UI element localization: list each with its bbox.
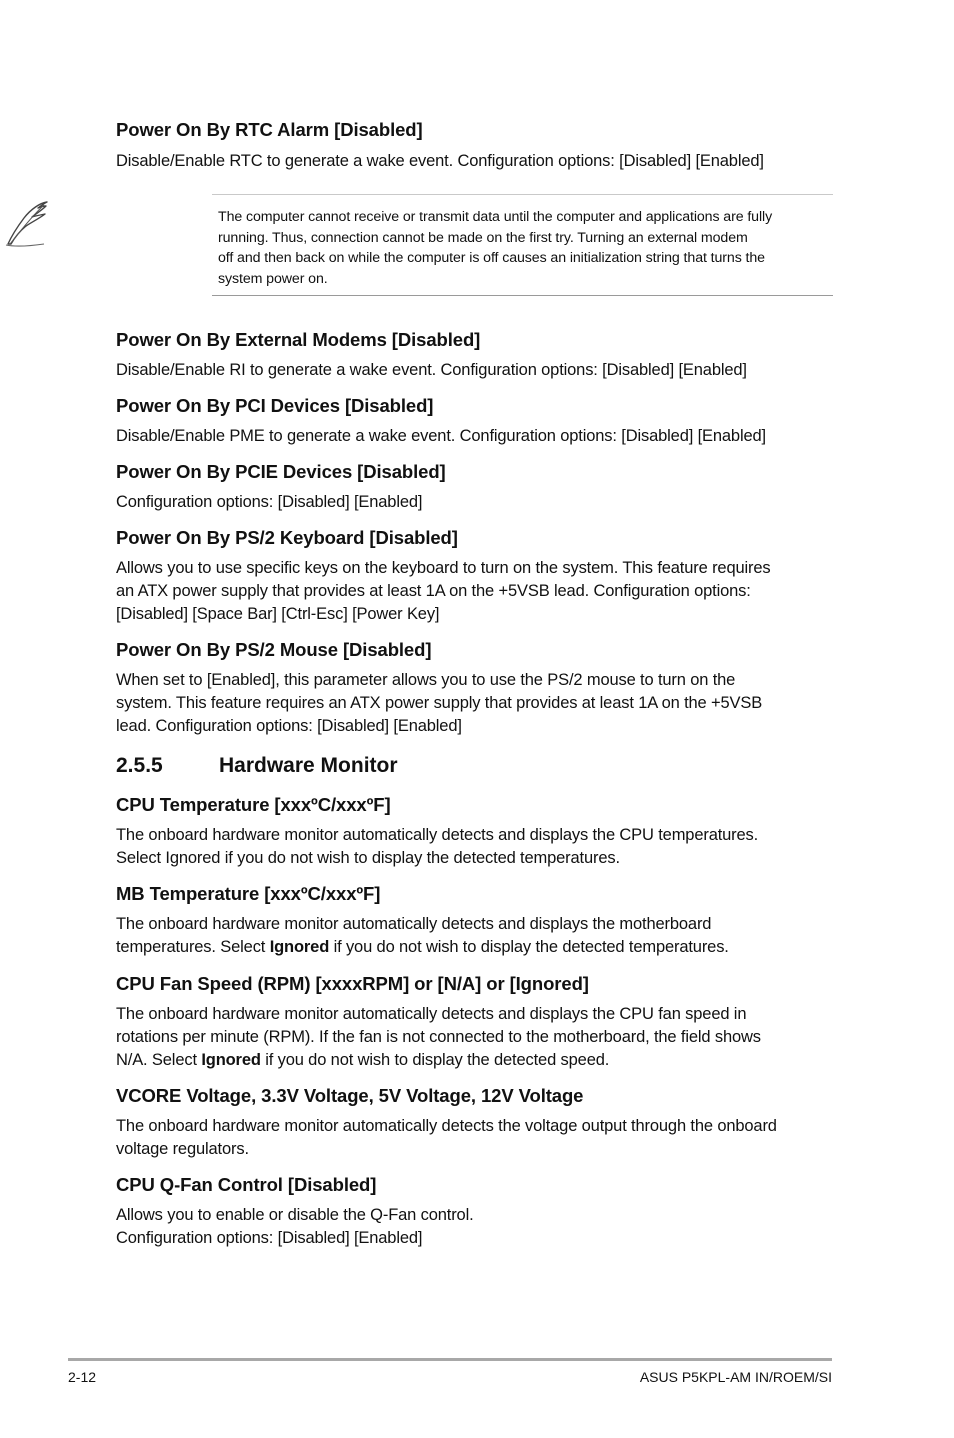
pci-devices-heading: Power On By PCI Devices [Disabled]: [116, 395, 434, 416]
mb-temperature-description: The onboard hardware monitor automatically detects and displays the motherboard temperatures. Select Ignored if you do not wish to display the detected temperatures.: [116, 915, 729, 956]
voltage-description: The onboard hardware monitor automatically detects the voltage output through the onboard voltage regulators.: [116, 1117, 777, 1158]
ps2-mouse-heading: Power On By PS/2 Mouse [Disabled]: [116, 639, 432, 660]
external-modems-description: Disable/Enable RI to generate a wake event. Configuration options: [Disabled] [Enabled]: [116, 361, 747, 379]
voltage-heading: VCORE Voltage, 3.3V Voltage, 5V Voltage, 12V Voltage: [116, 1085, 584, 1106]
note-text: The computer cannot receive or transmit data until the computer and applications are fully running. Thus, connection cannot be made on the first try. Turning an external modem off and then back on while the computer is off causes an initialization string that turns the system power on.: [218, 209, 773, 287]
footer-manual-title: ASUS P5KPL-AM IN/ROEM/SI: [639, 1369, 832, 1385]
pci-devices-description: Disable/Enable PME to generate a wake event. Configuration options: [Disabled] [Enabled]: [116, 427, 766, 445]
cpu-fan-speed-description: The onboard hardware monitor automatically detects and displays the CPU fan speed in rotations per minute (RPM). If the fan is not connected to the motherboard, the field shows N/A. Select Ignored if you do not wish to display the detected speed.: [116, 1005, 761, 1069]
rtc-alarm-heading: Power On By RTC Alarm [Disabled]: [116, 119, 423, 140]
hardware-monitor-section-heading: [116, 753, 398, 779]
footer-rule: [68, 1358, 832, 1361]
cpu-fan-speed-heading: CPU Fan Speed (RPM) [xxxxRPM] or [N/A] or [Ignored]: [116, 973, 589, 994]
ps2-keyboard-heading: Power On By PS/2 Keyboard [Disabled]: [116, 527, 458, 548]
section-number: 2.5.5: [116, 754, 163, 777]
pcie-devices-description: Configuration options: [Disabled] [Enabled]: [116, 493, 423, 511]
footer-page-number: 2-12: [68, 1369, 97, 1385]
feather-quill-icon: [0, 198, 56, 250]
rtc-alarm-description: Disable/Enable RTC to generate a wake event. Configuration options: [Disabled] [Enabled]: [116, 152, 764, 170]
ps2-keyboard-description: Allows you to use specific keys on the keyboard to turn on the system. This feature requires an ATX power supply that provides at least 1A on the +5VSB lead. Configuration options: [Disabled] [Space Bar] [Ctrl-Esc] [Power Key]: [116, 559, 771, 623]
section-title: Hardware Monitor: [219, 754, 398, 777]
cpu-qfan-description: Allows you to enable or disable the Q-Fan control. Configuration options: [Disabled] [Enabled]: [116, 1206, 474, 1247]
ps2-mouse-description: When set to [Enabled], this parameter allows you to use the PS/2 mouse to turn on the system. This feature requires an ATX power supply that provides at least 1A on the +5VSB lead. Configuration options: [Disabled] [Enabled]: [116, 671, 763, 735]
cpu-temperature-description: The onboard hardware monitor automatically detects and displays the CPU temperatures. Select Ignored if you do not wish to display the detected temperatures.: [116, 826, 759, 867]
mb-temperature-heading: MB Temperature [xxxºC/xxxºF]: [116, 883, 381, 904]
pcie-devices-heading: Power On By PCIE Devices [Disabled]: [116, 461, 446, 482]
cpu-temperature-heading: CPU Temperature [xxxºC/xxxºF]: [116, 794, 391, 815]
cpu-qfan-heading: CPU Q-Fan Control [Disabled]: [116, 1174, 377, 1195]
external-modems-heading: Power On By External Modems [Disabled]: [116, 329, 481, 350]
note-box: [212, 194, 833, 296]
